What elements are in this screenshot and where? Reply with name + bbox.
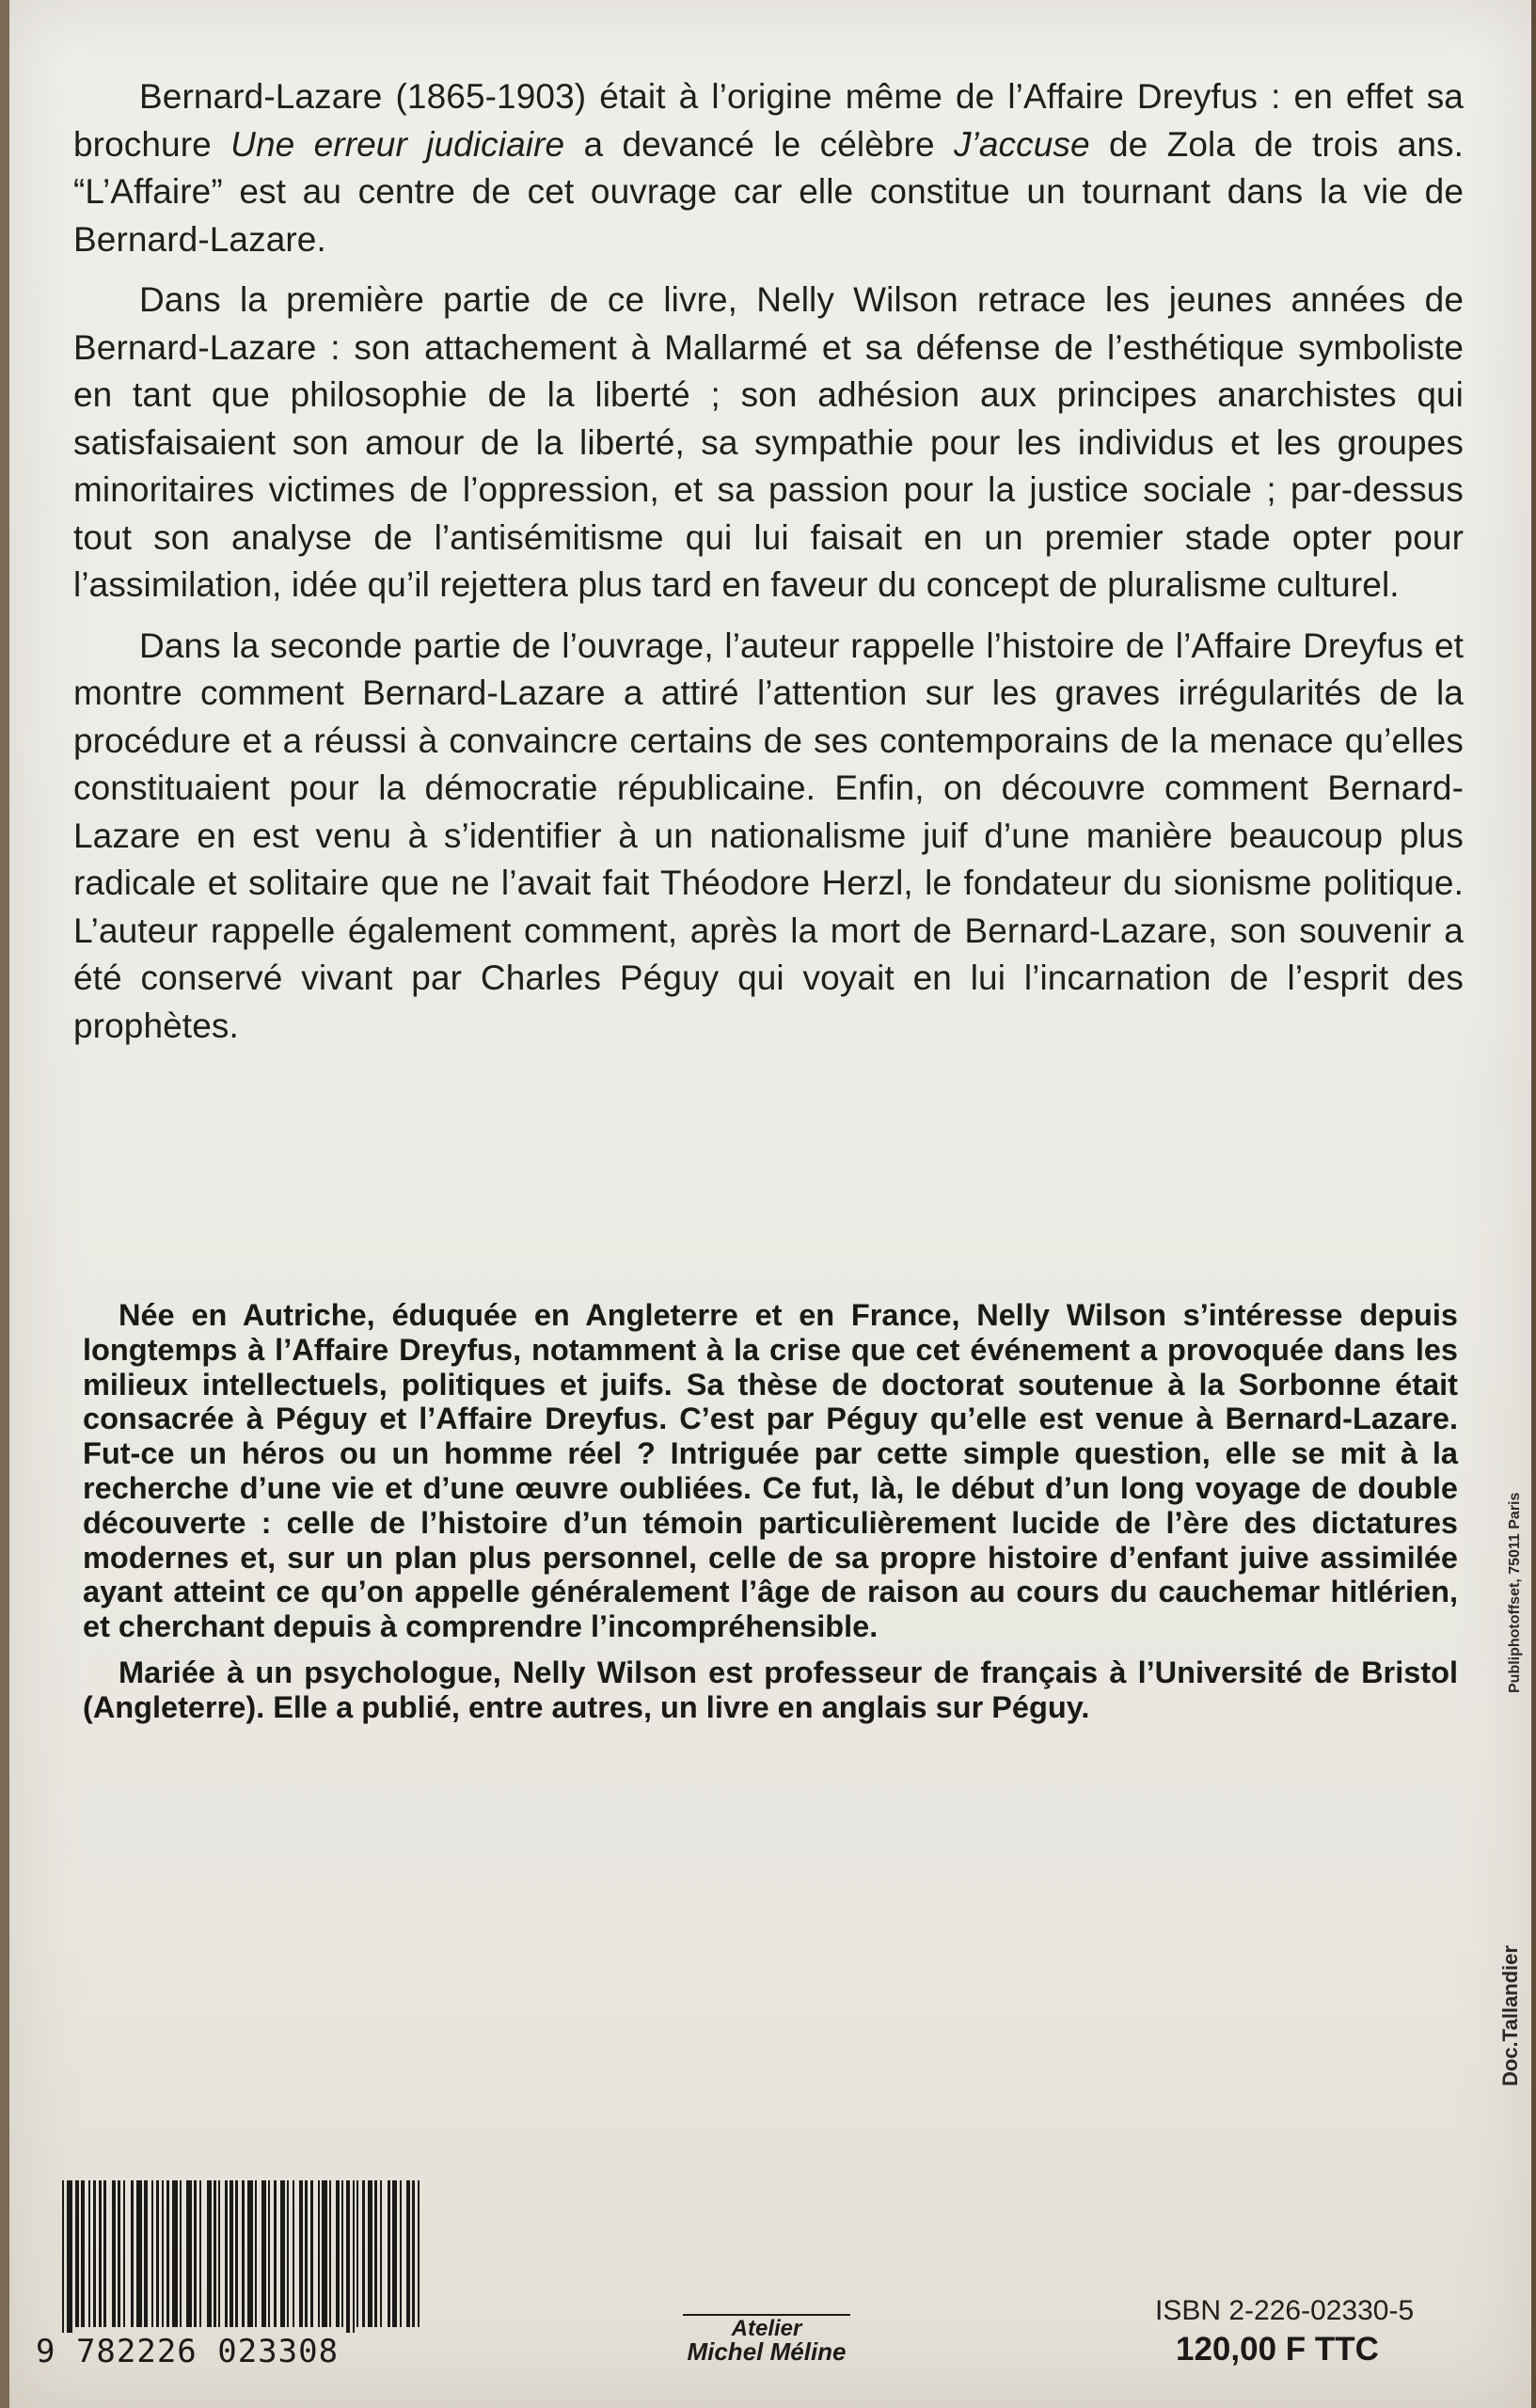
barcode-bar — [400, 2180, 402, 2327]
barcode-bar — [151, 2180, 153, 2327]
barcode-bar — [144, 2180, 148, 2327]
printer-credit: Publiphotoffset, 75011 Paris — [1507, 1492, 1523, 1693]
barcode-bar — [162, 2180, 164, 2327]
barcode-bar — [287, 2180, 289, 2327]
text-run: Bernard-Lazare (1865-1903) était à l’origine même de l’Affaire Dreyfus : en effet sa brochure — [73, 77, 1464, 164]
barcode-bar — [392, 2180, 397, 2327]
barcode-bar — [207, 2180, 212, 2327]
barcode-bar — [388, 2180, 390, 2327]
synopsis-paragraph-3: Dans la seconde partie de l’ouvrage, l’auteur rappelle l’histoire de l’Affaire Dreyfus et montre comment Bernard-Lazare a attiré l’attention sur les graves irrégularités de la procédure et a réussi à convaincre certains de ses contemporains de la menace qu’elles constituaient pour la démocratie républicaine. Enfin, on découvre comment Bernard-Lazare en est venu à s’identifier à un nationalisme juif d’une manière beaucoup plus radicale et solitaire que ne l’avait fait Théodore Herzl, le fondateur du sionisme politique. L’auteur rappelle également comment, après la mort de Bernard-Lazare, son souvenir a été conservé vivant par Charles Péguy qui voyait en lui l’incarnation de l’esprit des prophètes. — [73, 626, 1464, 1045]
barcode-bar — [293, 2180, 294, 2327]
barcode-bar — [255, 2180, 257, 2327]
barcode-bar — [362, 2180, 365, 2327]
barcode-bar — [218, 2180, 220, 2327]
barcode-bar — [380, 2180, 382, 2327]
barcode-bar — [329, 2180, 331, 2327]
barcode-bar — [268, 2180, 270, 2327]
barcode-bar — [67, 2180, 72, 2333]
barcode-bar — [412, 2180, 415, 2327]
synopsis — [73, 73, 1464, 1050]
barcode-bar — [336, 2180, 340, 2327]
barcode-bar — [299, 2180, 303, 2327]
barcode-bar — [318, 2180, 320, 2327]
barcode-bar — [305, 2180, 308, 2327]
price: 120,00 F TTC — [1176, 2331, 1379, 2368]
synopsis-paragraph-2: Dans la première partie de ce livre, Nelly Wilson retrace les jeunes années de Bernard-Lazare : son attachement à Mallarmé et sa défense de l’esthétique symboliste en tant que philosophie de la liberté ; son adhésion aux principes anarchistes qui satisfaisaient son amour de la liberté, sa sympathie pour les individus et les groupes minoritaires victimes de l’oppression, et sa passion pour la justice sociale ; par-dessus tout son analyse de l’antisémitisme qui lui faisait en un premier stade opter pour l’assimilation, idée qu’il rejettera plus tard en faveur du concept de pluralisme culturel. — [73, 280, 1464, 604]
barcode-bar — [214, 2180, 216, 2327]
barcode-bar — [194, 2180, 197, 2327]
barcode-bar — [310, 2180, 313, 2327]
barcode-bar — [406, 2180, 410, 2327]
barcode-bar — [131, 2180, 134, 2327]
publisher-logo — [658, 2314, 875, 2366]
barcode-bar — [235, 2180, 238, 2327]
text-run: de Zola de trois ans. “L’Affaire” est au centre de cet ouvrage car elle constitue un tournant dans la vie de Bernard-Lazare. — [73, 124, 1464, 259]
author-bio-paragraph-2: Mariée à un psychologue, Nelly Wilson est professeur de français à l’Université de Bristol (Angleterre). Elle a publié, entre autres, un livre en anglais sur Péguy. — [83, 1655, 1458, 1724]
barcode-bar — [356, 2180, 358, 2327]
synopsis-paragraph-1 — [73, 73, 1464, 263]
barcode-bar — [230, 2180, 233, 2327]
barcode-bar — [341, 2180, 343, 2327]
barcode-bar — [180, 2180, 182, 2327]
barcode-bar — [75, 2180, 79, 2327]
barcode-bar — [274, 2180, 277, 2327]
barcode-bar — [118, 2180, 120, 2327]
barcode-bar — [280, 2180, 285, 2327]
barcode-bar — [81, 2180, 85, 2327]
author-bio — [83, 1298, 1458, 1725]
publisher-line-2: Michel Méline — [687, 2337, 847, 2366]
barcode-bar — [93, 2180, 96, 2327]
barcode-bar — [374, 2180, 377, 2327]
barcode-bar — [123, 2180, 125, 2327]
barcode-bar — [225, 2180, 228, 2327]
barcode-bar — [322, 2180, 327, 2327]
barcode-bar — [103, 2180, 106, 2327]
barcode — [36, 2173, 431, 2380]
author-bio-paragraph-1: Née en Autriche, éduquée en Angleterre et en France, Nelly Wilson s’intéresse depuis longtemps à l’Affaire Dreyfus, notamment à la crise que cet événement a provoquée dans les milieux intellectuels, politiques et juifs. Sa thèse de doctorat soutenue à la Sorbonne était consacrée à Péguy et l’Affaire Dreyfus. C’est par Péguy qu’elle est venue à Bernard-Lazare. Fut-ce un héros ou un homme réel ? Intriguée par cette simple question, elle se mit à la recherche d’une vie et d’une œuvre oubliées. Ce fut, là, le début d’un long voyage de double découverte : celle de l’histoire d’un témoin particulièrement lucide de l’ère des dictatures modernes et, sur un plan plus personnel, celle de sa propre histoire d’enfant juive assimilée ayant atteint ce qu’on appelle généralement l’âge de raison au cours du cauchemar hitlérien, et cherchant depuis à comprendre l’incompréhensible. — [83, 1298, 1458, 1644]
barcode-bar — [247, 2180, 253, 2327]
barcode-bars — [36, 2173, 431, 2333]
barcode-bar — [136, 2180, 142, 2327]
barcode-bar — [242, 2180, 245, 2327]
barcode-bar — [199, 2180, 201, 2327]
italic-title: Une erreur judiciaire — [230, 124, 565, 164]
barcode-bar — [172, 2180, 178, 2327]
barcode-bar — [186, 2180, 192, 2327]
text-run: a devancé le célèbre — [564, 124, 954, 164]
italic-title: J’accuse — [953, 124, 1090, 164]
barcode-bar — [353, 2180, 355, 2333]
barcode-bar — [156, 2180, 159, 2327]
barcode-bar — [112, 2180, 116, 2327]
barcode-bar — [368, 2180, 372, 2327]
barcode-bar — [88, 2180, 90, 2327]
barcode-digits: 9 782226 023308 — [36, 2333, 340, 2370]
cover-design-credit: Doc.Tallandier — [1498, 1945, 1522, 2086]
barcode-bar — [261, 2180, 266, 2327]
barcode-bar — [418, 2180, 420, 2327]
isbn: ISBN 2-226-02330-5 — [1155, 2295, 1415, 2326]
barcode-bar — [62, 2180, 64, 2333]
barcode-bar — [166, 2180, 169, 2327]
barcode-bar — [346, 2180, 350, 2333]
publisher-line-1: Atelier — [731, 2316, 802, 2341]
book-back-cover — [9, 0, 1531, 2408]
barcode-bar — [99, 2180, 102, 2327]
